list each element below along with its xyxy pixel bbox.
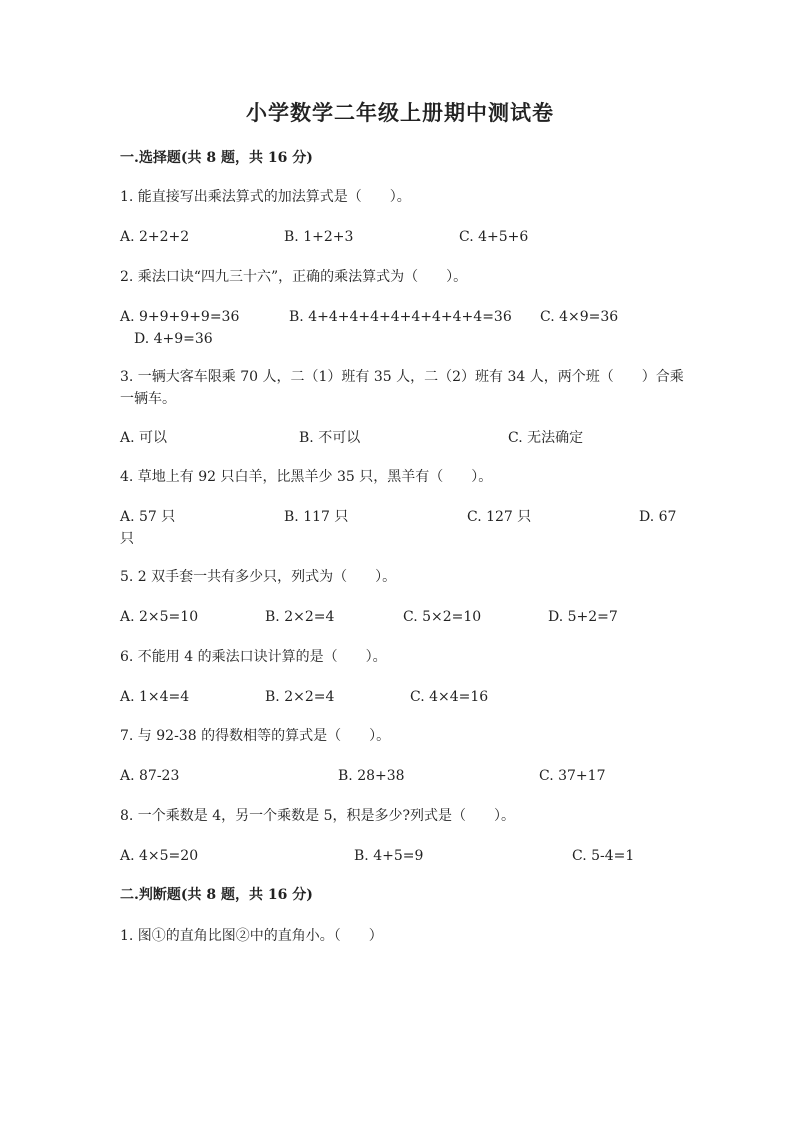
question-7-option-b: B. 28+38 bbox=[338, 768, 405, 784]
question-5-option-a: A. 2×5=10 bbox=[120, 609, 199, 625]
question-1-stem: 1. 能直接写出乘法算式的加法算式是（ ）。 bbox=[120, 189, 411, 205]
question-8-option-a: A. 4×5=20 bbox=[120, 848, 199, 864]
question-1-option-a: A. 2+2+2 bbox=[120, 229, 190, 245]
question-2-option-c: C. 4×9=36 bbox=[540, 309, 619, 325]
question-7-stem: 7. 与 92-38 的得数相等的算式是（ ）。 bbox=[120, 728, 391, 744]
question-6-option-a: A. 1×4=4 bbox=[120, 689, 190, 705]
question-1-option-c: C. 4+5+6 bbox=[459, 229, 529, 245]
question-4-option-d-unit: 只 bbox=[120, 531, 134, 547]
question-7-options bbox=[120, 765, 690, 787]
question-4-option-a: A. 57 只 bbox=[120, 509, 176, 525]
question-4-stem: 4. 草地上有 92 只白羊，比黑羊少 35 只，黑羊有（ ）。 bbox=[120, 469, 493, 485]
question-8-option-b: B. 4+5=9 bbox=[354, 848, 424, 864]
question-8-stem: 8. 一个乘数是 4，另一个乘数是 5，积是多少?列式是（ ）。 bbox=[120, 808, 516, 824]
page-title: 小学数学二年级上册期中测试卷 bbox=[246, 100, 554, 125]
question-2-option-a: A. 9+9+9+9=36 bbox=[120, 309, 240, 325]
question-5-option-b: B. 2×2=4 bbox=[265, 609, 335, 625]
question-3-option-b: B. 不可以 bbox=[299, 430, 361, 446]
question-6-option-c: C. 4×4=16 bbox=[410, 689, 489, 705]
section-heading-true-false: 二.判断题(共 8 题，共 16 分) bbox=[120, 887, 313, 903]
question-7-option-c: C. 37+17 bbox=[539, 768, 606, 784]
question-6-option-b: B. 2×2=4 bbox=[265, 689, 335, 705]
section-heading-multiple-choice: 一.选择题(共 8 题，共 16 分) bbox=[120, 150, 313, 166]
tf-question-1-stem: 1. 图①的直角比图②中的直角小。（ ） bbox=[120, 928, 383, 944]
question-1-option-b: B. 1+2+3 bbox=[284, 229, 354, 245]
question-3-option-c: C. 无法确定 bbox=[508, 430, 584, 446]
question-3-options bbox=[120, 427, 690, 449]
question-3-stem: 3. 一辆大客车限乘 70 人，二（1）班有 35 人，二（2）班有 34 人，两个班（ ）合乘一辆车。 bbox=[120, 369, 684, 407]
question-4-option-d: D. 67 bbox=[639, 509, 677, 525]
question-4-option-c: C. 127 只 bbox=[467, 509, 532, 525]
question-5-options bbox=[120, 606, 690, 628]
question-2-stem: 2. 乘法口诀“四九三十六”，正确的乘法算式为（ ）。 bbox=[120, 269, 468, 285]
question-1-options bbox=[120, 226, 690, 248]
question-5-option-d: D. 5+2=7 bbox=[548, 609, 618, 625]
question-8-options bbox=[120, 845, 690, 867]
question-3-option-a: A. 可以 bbox=[120, 430, 168, 446]
question-2-options bbox=[120, 306, 690, 328]
question-4-options bbox=[120, 506, 690, 528]
question-4-option-b: B. 117 只 bbox=[284, 509, 349, 525]
question-2-option-b: B. 4+4+4+4+4+4+4+4+4=36 bbox=[289, 309, 512, 325]
question-5-stem: 5. 2 双手套一共有多少只，列式为（ ）。 bbox=[120, 569, 397, 585]
question-8-option-c: C. 5-4=1 bbox=[572, 848, 635, 864]
question-6-options bbox=[120, 686, 690, 708]
question-2-option-d: D. 4+9=36 bbox=[134, 331, 213, 347]
question-7-option-a: A. 87-23 bbox=[120, 768, 180, 784]
question-5-option-c: C. 5×2=10 bbox=[403, 609, 482, 625]
question-6-stem: 6. 不能用 4 的乘法口诀计算的是（ ）。 bbox=[120, 649, 387, 665]
